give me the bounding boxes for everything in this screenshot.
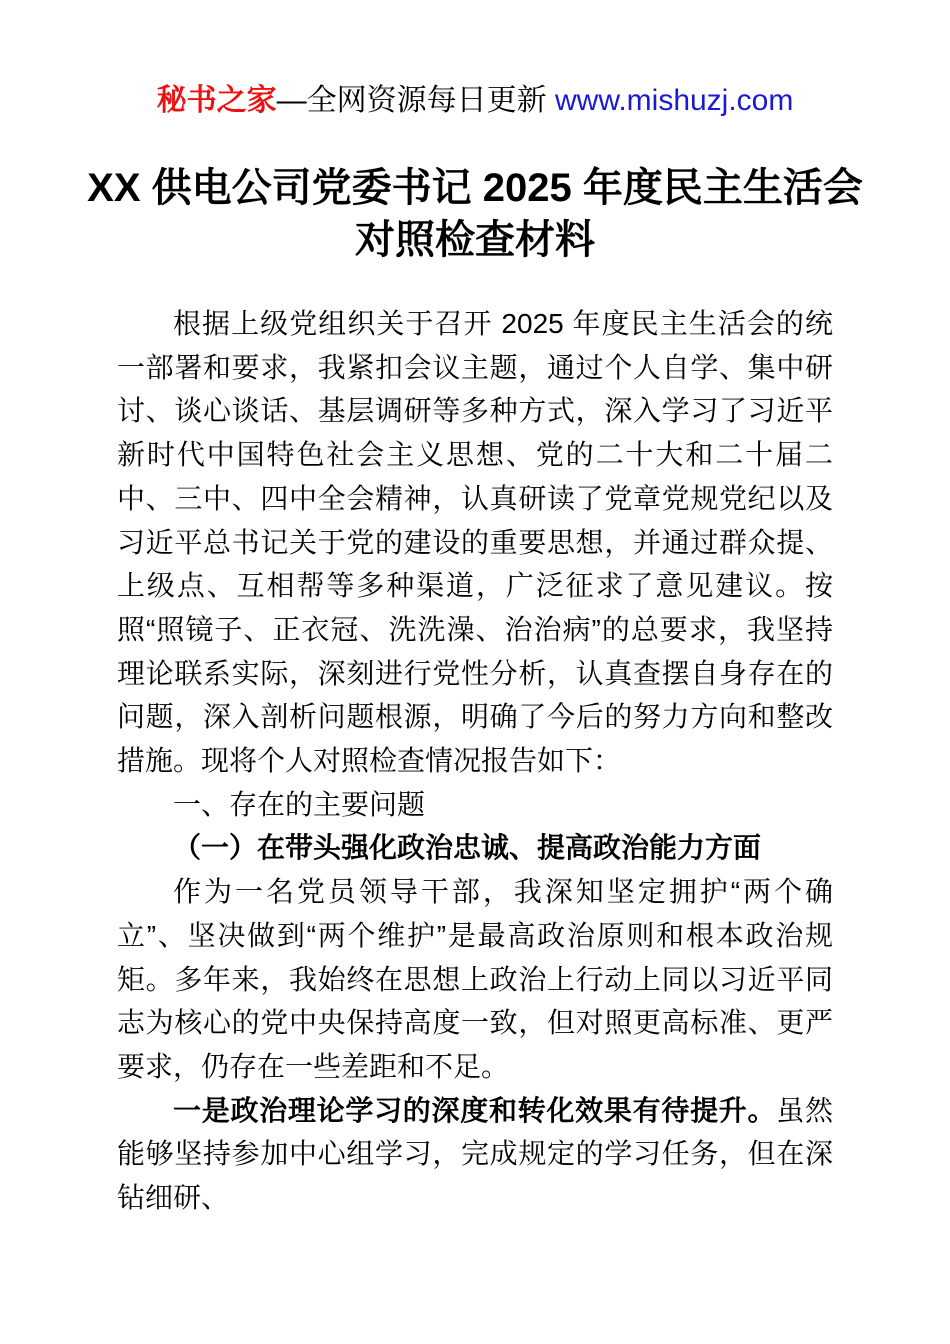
site-url-link[interactable]: www.mishuzj.com (554, 84, 794, 117)
paragraph-theory-study-rest: 虽然能够坚持参加中心组学习，完成规定的学习任务，但在深钻细研、 (117, 1094, 833, 1214)
paragraph-intro: 根据上级党组织关于召开 2025 年度民主生活会的统一部署和要求，我紧扣会议主题，通过个人自学、集中研讨、谈心谈话、基层调研等多种方式，深入学习了习近平新时代中国特色社会主义思想、党的二十大和二十届二中、三中、四中全会精神，认真研读了党章党规党纪以及习近平总书记关于党的建设的重要思想，并通过群众提、上级点、互相帮等多种渠道，广泛征求了意见建议。按照“照镜子、正衣冠、洗洗澡、治治病”的总要求，我坚持理论联系实际，深刻进行党性分析，认真查摆自身存在的问题，深入剖析问题根源，明确了今后的努力方向和整改措施。现将个人对照检查情况报告如下： (117, 308, 833, 777)
paragraph-theory-study-lead: 一是政治理论学习的深度和转化效果有待提升。 (173, 1094, 777, 1126)
site-name: 秘书之家 (156, 84, 277, 117)
subsection-heading-political-loyalty: （一）在带头强化政治忠诚、提高政治能力方面 (173, 832, 762, 864)
paragraph-theory-study (117, 1089, 833, 1220)
site-tagline: —全网资源每日更新 (276, 84, 555, 117)
section-heading-main-problems: 一、存在的主要问题 (173, 788, 426, 820)
document-title (0, 162, 950, 266)
document-title-line-1: XX 供电公司党委书记 2025 年度民主生活会 (87, 166, 863, 210)
site-header (0, 0, 950, 118)
document-title-line-2: 对照检查材料 (355, 218, 595, 262)
document-body (117, 302, 833, 1220)
paragraph-political-stance: 作为一名党员领导干部，我深知坚定拥护“两个确立”、坚决做到“两个维护”是最高政治原则和根本政治规矩。多年来，我始终在思想上政治上行动上同以习近平同志为核心的党中央保持高度一致，但对照更高标准、更严要求，仍存在一些差距和不足。 (117, 876, 833, 1082)
